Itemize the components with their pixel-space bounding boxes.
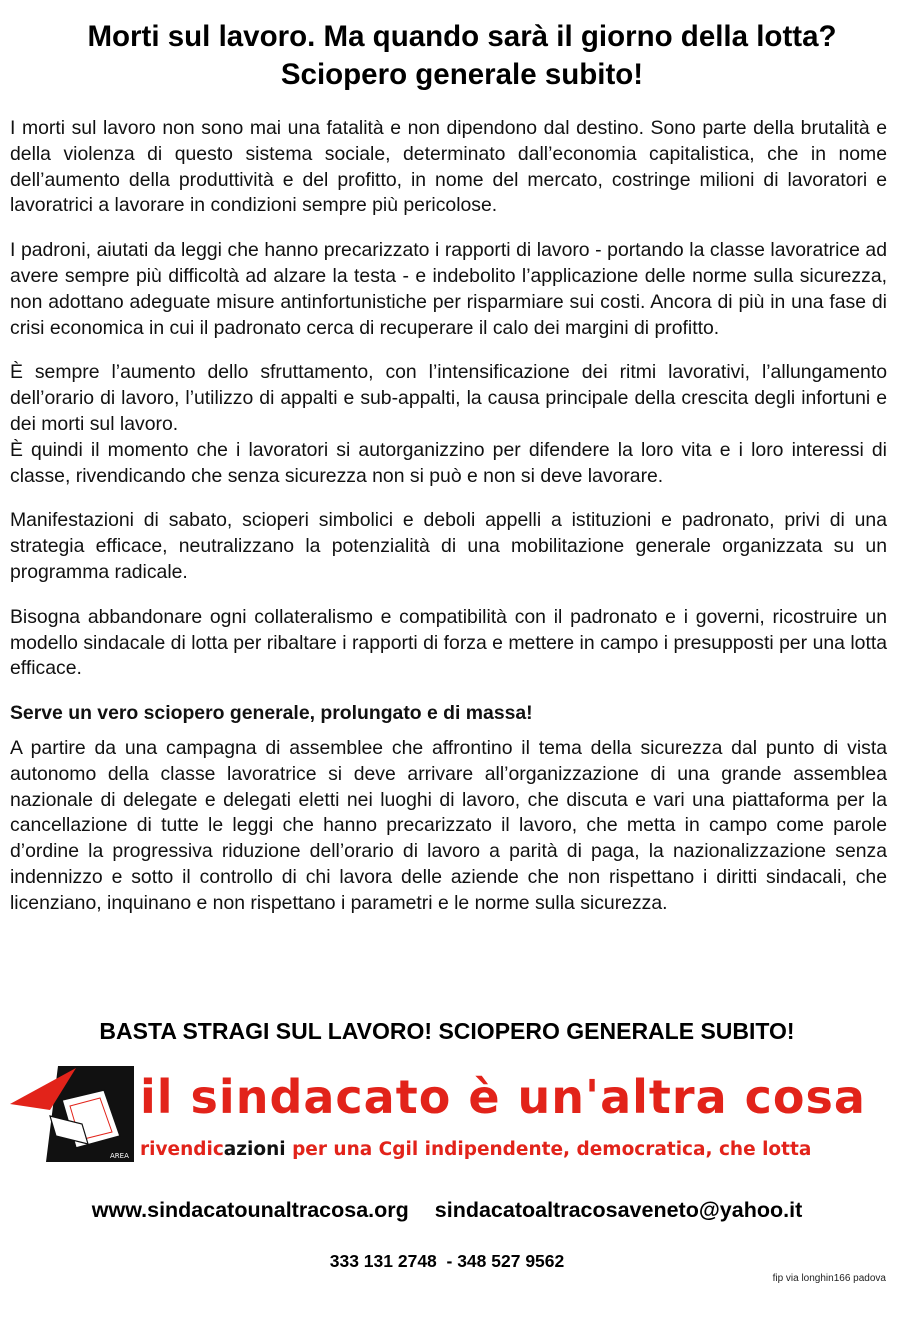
- title-line-2: Sciopero generale subito!: [280, 58, 644, 91]
- contacts: [0, 1196, 894, 1224]
- union-logo-icon: [10, 1066, 134, 1162]
- paragraph-2: I padroni, aiutati da leggi che hanno precarizzato i rapporti di lavoro - portando la classe lavoratrice ad avere sempre più difficoltà ad alzare la testa - e indebolito l’applicazione delle norme sulla sicurezza, non adottano adeguate misure antinfortunistiche per risparmiare sui costi. Ancora di più in una fase di crisi economica in cui il padronato cerca di recuperare il calo dei margini di profitto.: [10, 239, 887, 339]
- paragraph-3: È sempre l’aumento dello sfruttamento, con l’intensificazione dei ritmi lavorativi, l’allungamento dell’orario di lavoro, l’utilizzo di appalti e sub-appalti, la causa principale della crescita degli infortuni e dei morti sul lavoro.: [10, 361, 887, 435]
- tagline-part-3: per una Cgil indipendente, democratica, che lotta: [285, 1139, 812, 1160]
- logo-text: AREA: [110, 1152, 129, 1160]
- paragraph-7: A partire da una campagna di assemblee che affrontino il tema della sicurezza dal punto di vista autonomo della classe lavoratrice si deve arrivare all’organizzazione di una grande assemblea nazionale di delegate e delegati eletti nei luoghi di lavoro, che discuta e vari una piattaforma per la cancellazione di tutte le leggi che hanno precarizzato il lavoro, che metta in campo come parole d’ordine la progressiva riduzione dell’orario di lavoro a parità di paga, la nazionalizzazione senza indennizzo e sotto il controllo di chi lavora delle aziende che non rispettano i diritti sindacali, che licenziano, inquinano e non rispettano i parametri e le norme sulla sicurezza.: [10, 736, 887, 914]
- brand-tagline: [140, 1137, 884, 1163]
- tagline-part-1: rivendic: [140, 1139, 224, 1160]
- printer-note: fip via longhin166 padova: [772, 1273, 886, 1284]
- email-link[interactable]: sindacatoaltracosaveneto@yahoo.it: [434, 1198, 803, 1222]
- paragraph-4: È quindi il momento che i lavoratori si autorganizzino per difendere la loro vita e i loro interessi di classe, rivendicando che senza sicurezza non si può e non si deve lavorare.: [10, 438, 887, 487]
- phone-numbers: 333 131 2748 - 348 527 9562: [329, 1251, 565, 1271]
- website-link[interactable]: www.sindacatounaltracosa.org: [91, 1198, 409, 1222]
- body-text: [10, 116, 887, 917]
- slogan: BASTA STRAGI SUL LAVORO! SCIOPERO GENERALE SUBITO!: [99, 1018, 795, 1044]
- tagline-part-2: azioni: [223, 1139, 286, 1160]
- brand-name: il sindacato è un'altra cosa: [140, 1070, 866, 1124]
- paragraph-5: Manifestazioni di sabato, scioperi simbolici e deboli appelli a istituzioni e padronato, privi di una strategia efficace, neutralizzano la potenzialità di una mobilitazione generale organizzata su un programma radicale.: [10, 509, 887, 583]
- page-title: [0, 18, 924, 94]
- title-line-1: Morti sul lavoro. Ma quando sarà il giorno della lotta?: [87, 20, 837, 53]
- paragraph-1: I morti sul lavoro non sono mai una fatalità e non dipendono dal destino. Sono parte della brutalità e della violenza di questo sistema sociale, determinato dall’economia capitalistica, che in nome dell’aumento della produttività e del profitto, in nome del mercato, costringe milioni di lavoratori e lavoratrici a lavorare in condizioni sempre più pericolose.: [10, 117, 887, 217]
- subheading: Serve un vero sciopero generale, prolungato e di massa!: [10, 702, 533, 725]
- paragraph-6: Bisogna abbandonare ogni collateralismo e compatibilità con il padronato e i governi, ricostruire un modello sindacale di lotta per ribaltare i rapporti di forza e mettere in campo i presupposti per una lotta efficace.: [10, 605, 887, 680]
